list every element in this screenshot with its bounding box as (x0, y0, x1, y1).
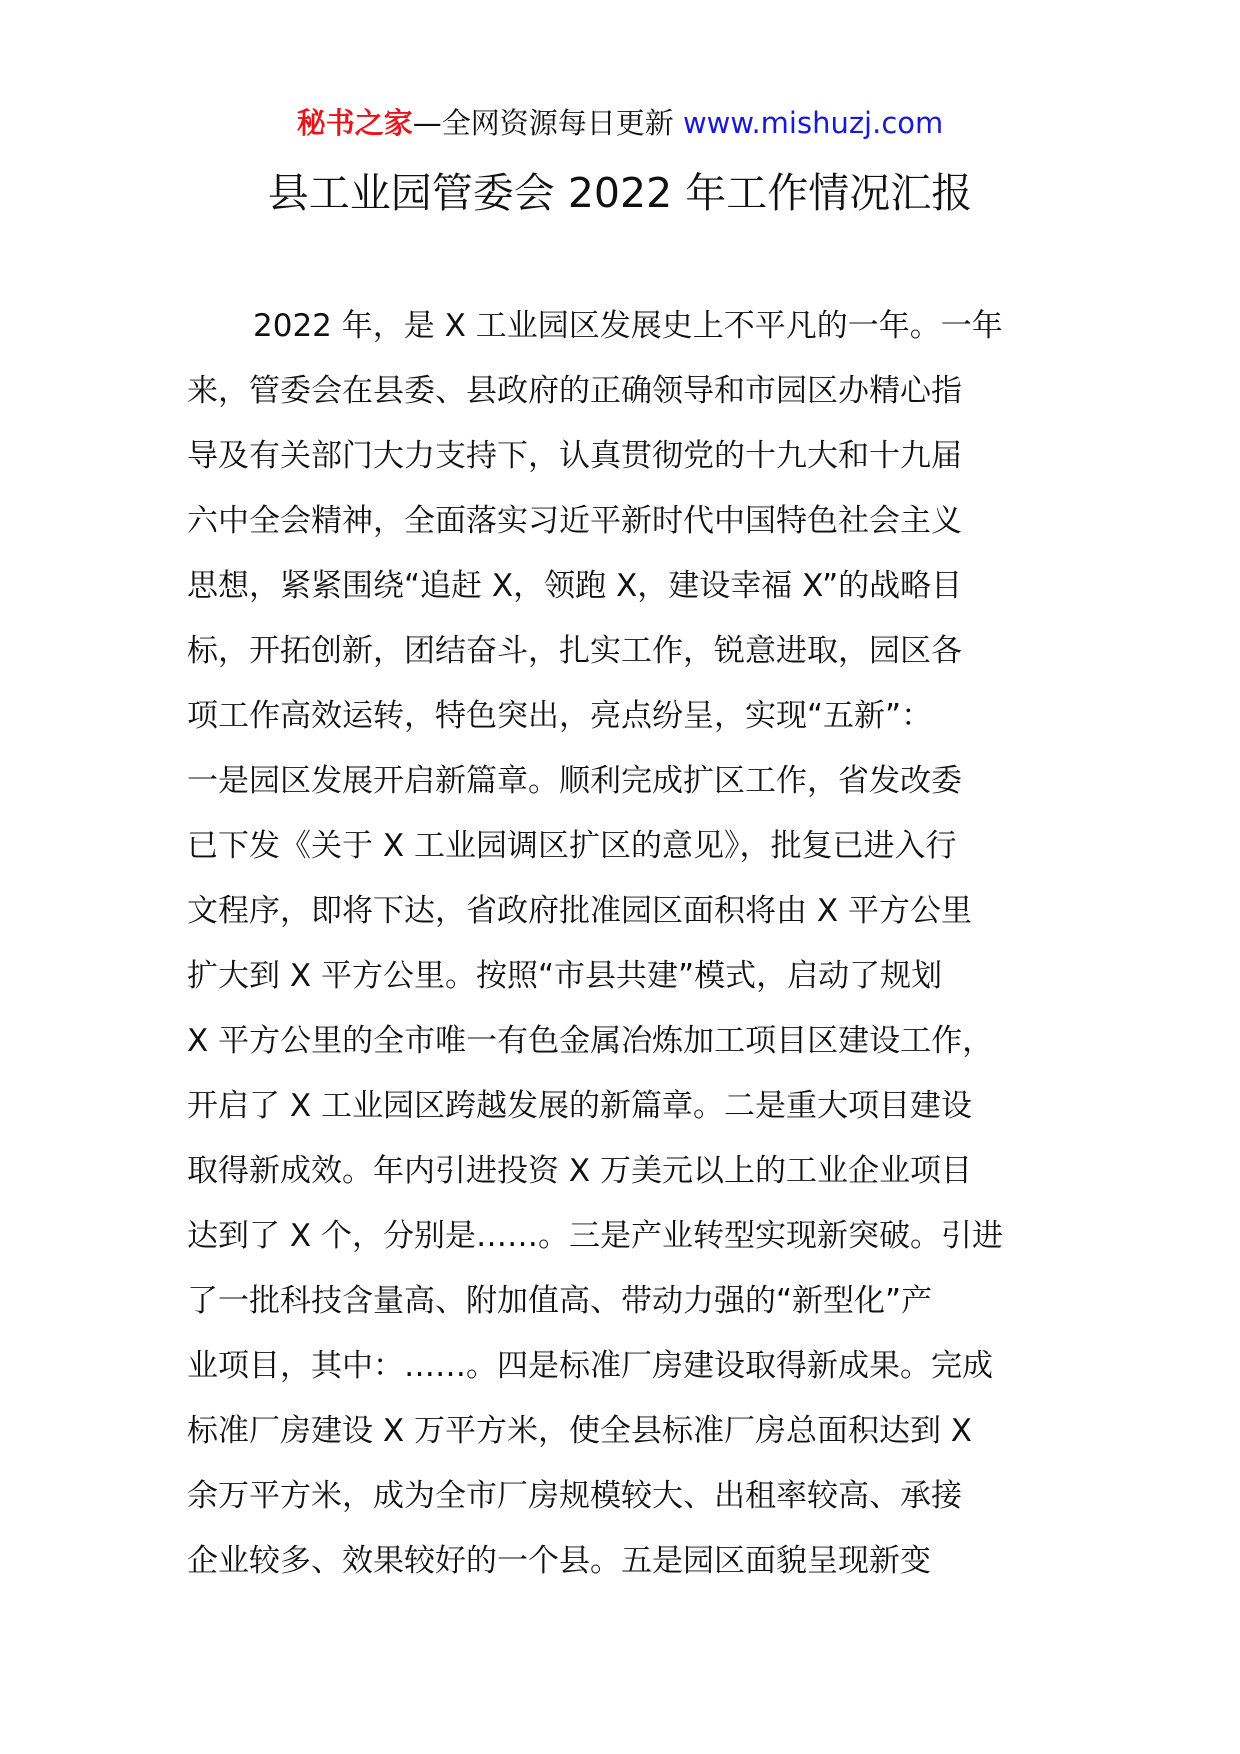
document-body (187, 294, 1053, 1594)
document-title: 县工业园管委会 2022 年工作情况汇报 (267, 169, 973, 217)
body-line: 标准厂房建设 X 万平方米，使全县标准厂房总面积达到 X (187, 1413, 973, 1449)
body-line: 思想，紧紧围绕“追赶 X，领跑 X，建设幸福 X”的战略目 (187, 568, 963, 604)
body-line: 企业较多、效果较好的一个县。五是园区面貌呈现新变 (187, 1543, 931, 1579)
body-line: 取得新成效。年内引进投资 X 万美元以上的工业企业项目 (187, 1153, 972, 1189)
body-line: 来，管委会在县委、县政府的正确领导和市园区办精心指 (187, 373, 962, 409)
body-line: 了一批科技含量高、附加值高、带动力强的“新型化”产 (187, 1283, 933, 1319)
header-tagline: —全网资源每日更新 (412, 106, 683, 140)
site-url[interactable]: www.mishuzj.com (682, 106, 944, 140)
body-line: 标，开拓创新，团结奋斗，扎实工作，锐意进取，园区各 (187, 633, 962, 669)
body-line: X 平方公里的全市唯一有色金属冶炼加工项目区建设工作， (187, 1023, 994, 1059)
body-line: 开启了 X 工业园区跨越发展的新篇章。二是重大项目建设 (187, 1088, 972, 1124)
body-line: 项工作高效运转，特色突出，亮点纷呈，实现“五新”： (187, 698, 933, 734)
body-line: 六中全会精神，全面落实习近平新时代中国特色社会主义 (187, 503, 962, 539)
body-line: 导及有关部门大力支持下，认真贯彻党的十九大和十九届 (187, 438, 962, 474)
body-line: 2022 年，是 X 工业园区发展史上不平凡的一年。一年 (253, 308, 1003, 344)
body-line: 业项目，其中：……。四是标准厂房建设取得新成果。完成 (187, 1348, 993, 1384)
body-line: 扩大到 X 平方公里。按照“市县共建”模式，启动了规划 (187, 958, 943, 994)
body-line: 文程序，即将下达，省政府批准园区面积将由 X 平方公里 (187, 893, 972, 929)
brand-name: 秘书之家 (296, 106, 413, 140)
body-line: 已下发《关于 X 工业园调区扩区的意见》，批复已进入行 (187, 828, 957, 864)
body-line: 余万平方米，成为全市厂房规模较大、出租率较高、承接 (187, 1478, 962, 1514)
body-line: 一是园区发展开启新篇章。顺利完成扩区工作，省发改委 (187, 763, 962, 799)
site-header (0, 103, 1240, 143)
body-line: 达到了 X 个，分别是……。三是产业转型实现新突破。引进 (187, 1218, 1003, 1254)
